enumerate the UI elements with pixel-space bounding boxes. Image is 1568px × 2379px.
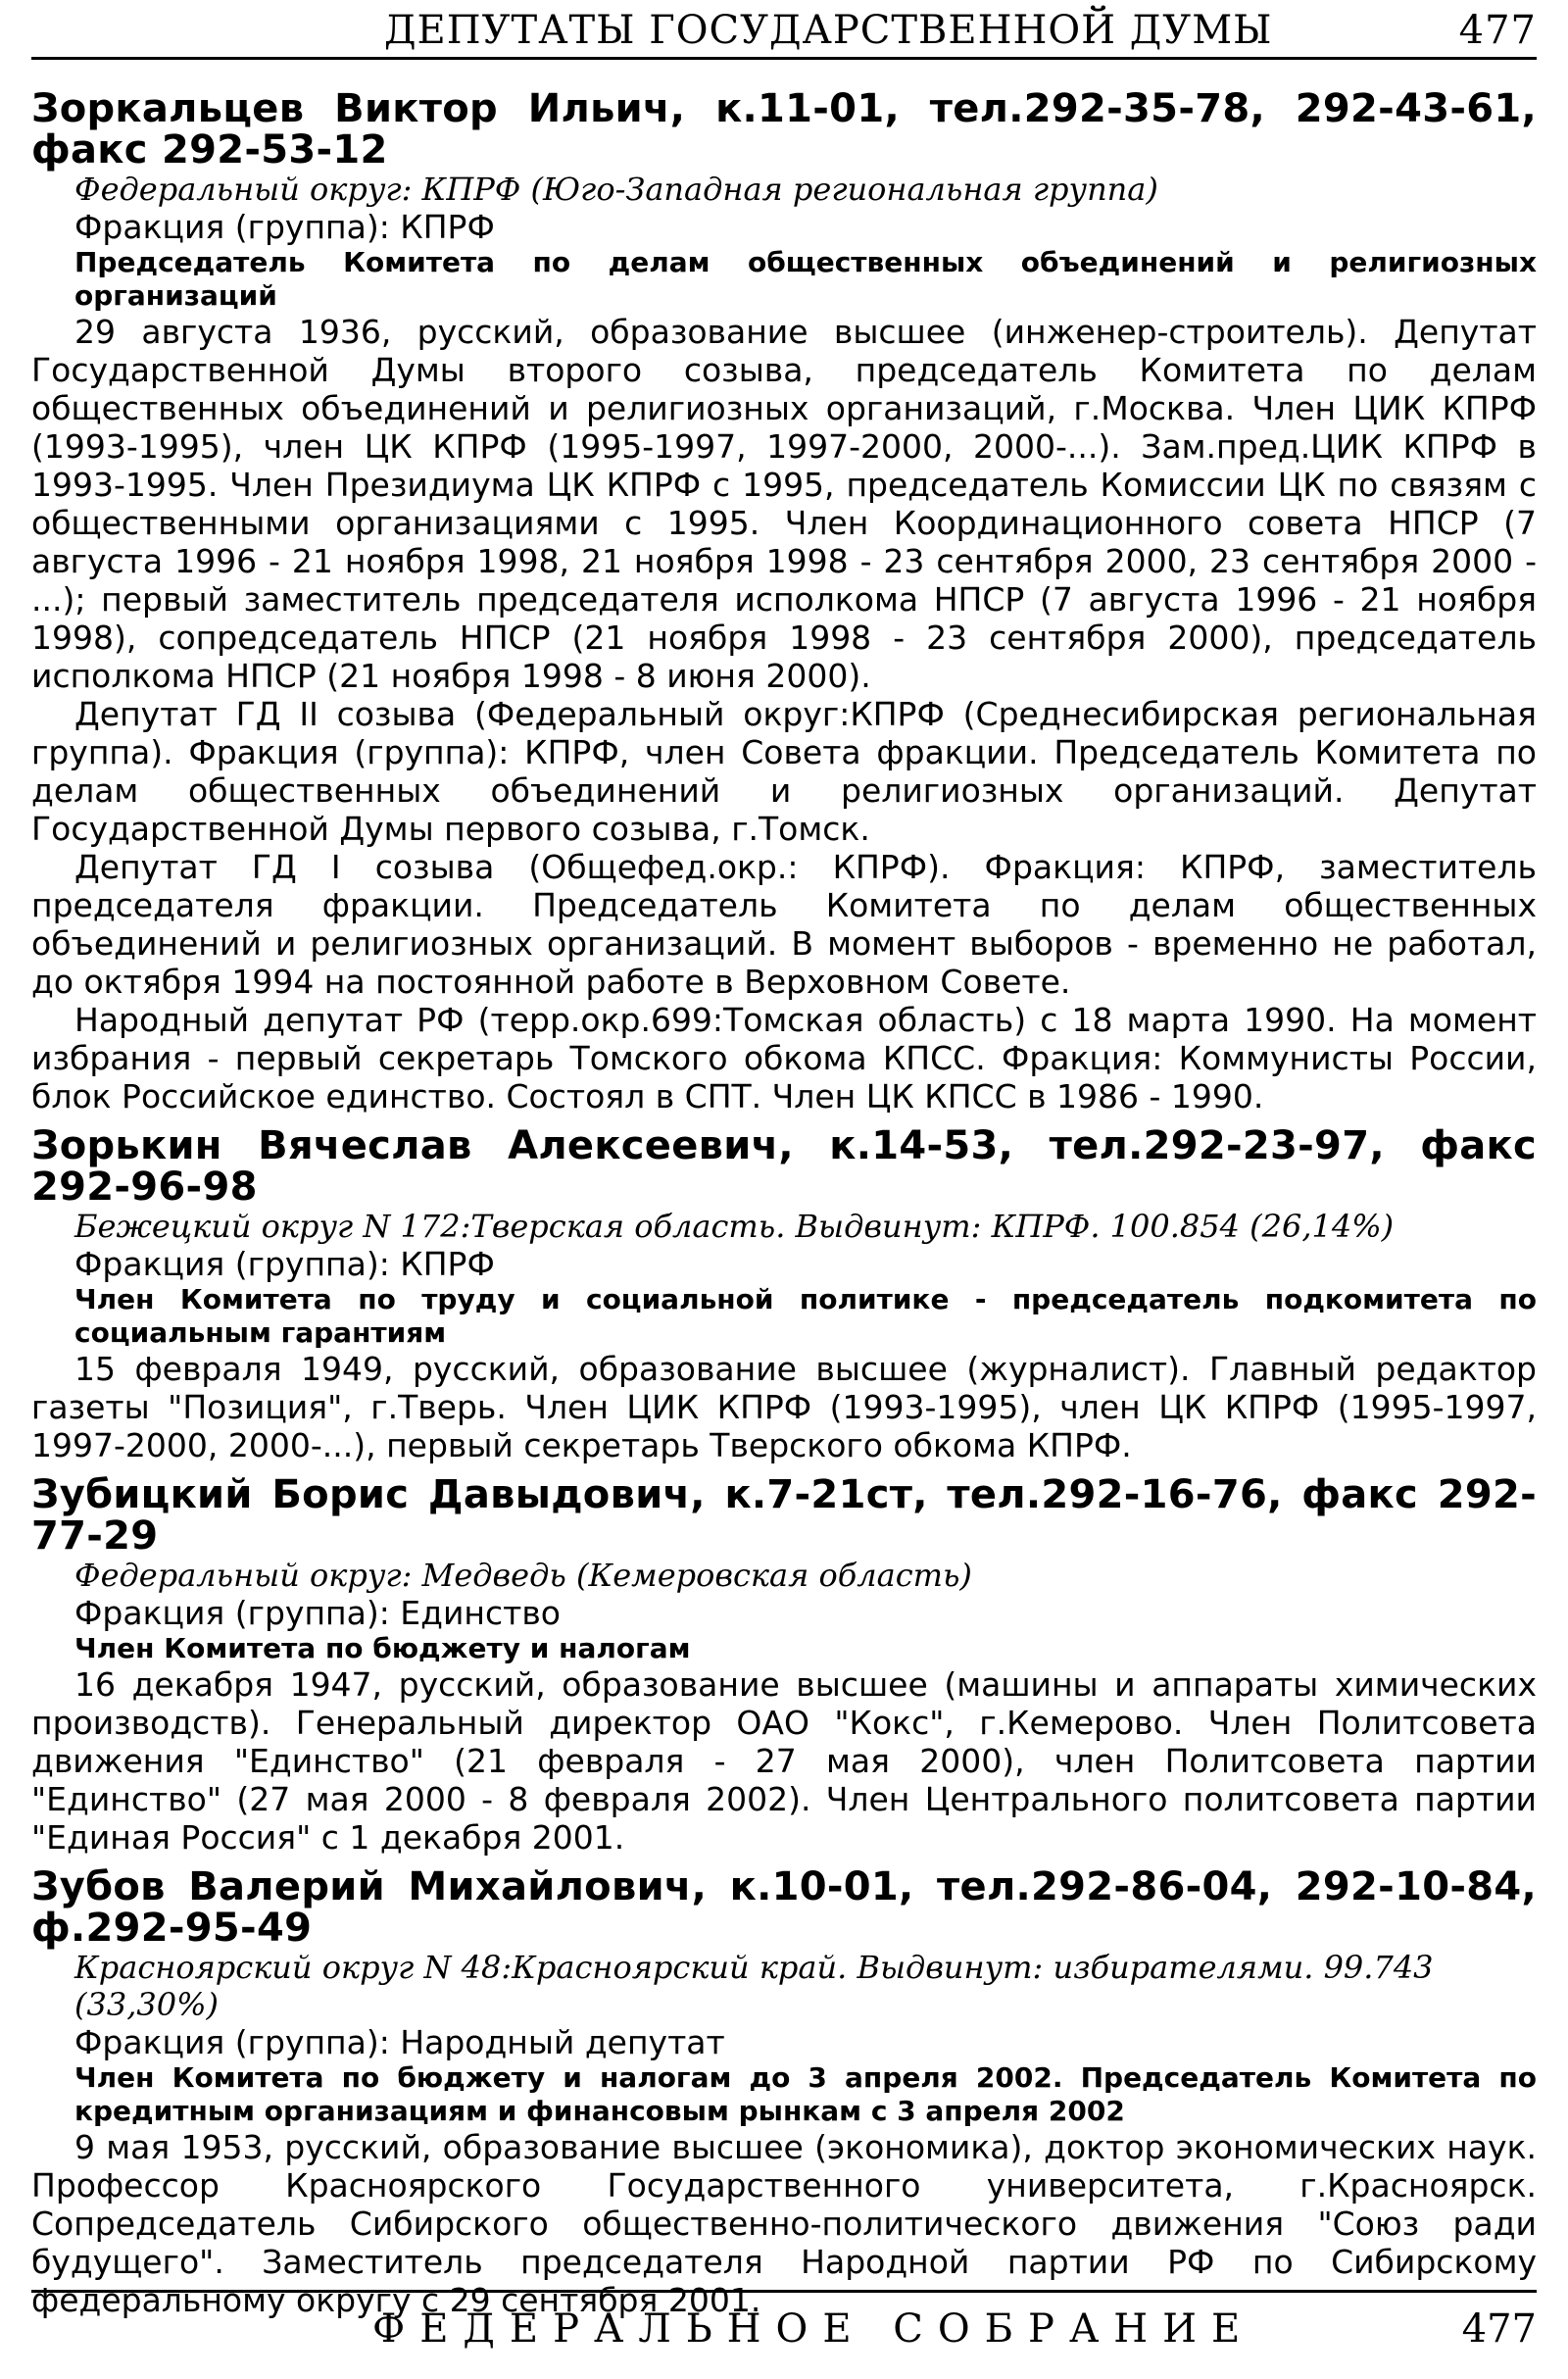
deputy-entry	[31, 1474, 1537, 1857]
deputy-heading: Зоркальцев Виктор Ильич, к.11-01, тел.292-35-78, 292-43-61, факс 292-53-12	[31, 86, 1537, 173]
committee-role: Председатель Комитета по делам общественных объединений и религиозных организаций	[74, 246, 1537, 312]
biography-paragraph: 16 декабря 1947, русский, образование высшее (машины и аппараты химических производств). Генеральный директор ОАО "Кокс", г.Кемерово. Член Политсовета движения "Единство" (21 февраля - 27 мая 2000), член Политсовета партии "Единство" (27 мая 2000 - 8 февраля 2002). Член Центрального политсовета партии "Единая Россия" с 1 декабря 2001.	[31, 1665, 1537, 1857]
header-page-number: 477	[1458, 8, 1537, 53]
biography-paragraph: Депутат ГД I созыва (Общефед.окр.: КПРФ). Фракция: КПРФ, заместитель председателя фракции. Председатель Комитета по делам общественных объединений и религиозных организаций. В момент выборов - временно не работал, до октября 1994 на постоянной работе в Верховном Совете.	[31, 848, 1537, 1001]
biography-paragraph: 9 мая 1953, русский, образование высшее (экономика), доктор экономических наук. Профессор Красноярского Государственного университета, г.Красноярск. Сопредседатель Сибирского общественно-политического движения "Союз ради будущего". Заместитель председателя Народной партии РФ по Сибирскому федеральному округу с 29 сентября 2001.	[31, 2128, 1537, 2319]
header-title: ДЕПУТАТЫ ГОСУДАРСТВЕННОЙ ДУМЫ	[384, 8, 1273, 53]
running-footer	[31, 2290, 1537, 2361]
deputy-entry	[31, 1125, 1537, 1464]
electoral-district: Федеральный округ: Медведь (Кемеровская область)	[74, 1557, 972, 1594]
electoral-district: Бежецкий округ N 172:Тверская область. Выдвинут: КПРФ. 100.854 (26,14%)	[74, 1208, 1395, 1245]
biography-paragraph: Депутат ГД II созыва (Федеральный округ:КПРФ (Среднесибирская региональная группа). Фракция (группа): КПРФ, член Совета фракции. Председатель Комитета по делам общественных объединений и религиозных организаций. Депутат Государственной Думы первого созыва, г.Томск.	[31, 695, 1537, 848]
deputy-entry	[31, 88, 1537, 1115]
biography-paragraph: Народный депутат РФ (терр.окр.699:Томская область) с 18 марта 1990. На момент избрания - первый секретарь Томского обкома КПСС. Фракция: Коммунисты России, блок Российское единство. Состоял в СПТ. Член ЦК КПСС в 1986 - 1990.	[31, 1001, 1537, 1115]
committee-role: Член Комитета по бюджету и налогам до 3 апреля 2002. Председатель Комитета по кредитным организациям и финансовым рынкам с 3 апреля 2002	[74, 2061, 1537, 2127]
electoral-district: Красноярский округ N 48:Красноярский край. Выдвинут: избирателями. 99.743 (33,30%)	[74, 1949, 1434, 2023]
electoral-district: Федеральный округ: КПРФ (Юго-Западная региональная группа)	[74, 171, 1158, 208]
deputy-heading: Зубицкий Борис Давыдович, к.7-21ст, тел.292-16-76, факс 292-77-29	[31, 1472, 1537, 1559]
deputy-entry	[31, 1866, 1537, 2319]
footer-page-number: 477	[1461, 2306, 1537, 2352]
running-header	[31, 0, 1537, 60]
faction-line: Фракция (группа): Народный депутат	[74, 2023, 725, 2061]
page-content	[31, 88, 1537, 2329]
faction-line: Фракция (группа): КПРФ	[74, 1245, 495, 1283]
committee-role: Член Комитета по бюджету и налогам	[74, 1632, 691, 1664]
deputy-heading: Зубов Валерий Михайлович, к.10-01, тел.292-86-04, 292-10-84, ф.292-95-49	[31, 1864, 1537, 1951]
biography-paragraph: 29 августа 1936, русский, образование высшее (инженер-строитель). Депутат Государственной Думы второго созыва, председатель Комитета по делам общественных объединений и религиозных организаций, г.Москва. Член ЦИК КПРФ (1993-1995), член ЦК КПРФ (1995-1997, 1997-2000, 2000-...). Зам.пред.ЦИК КПРФ в 1993-1995. Член Президиума ЦК КПРФ с 1995, председатель Комиссии ЦК по связям с общественными организациями с 1995. Член Координационного совета НПСР (7 августа 1996 - 21 ноября 1998, 21 ноября 1998 - 23 сентября 2000, 23 сентября 2000 - ...); первый заместитель председателя исполкома НПСР (7 августа 1996 - 21 ноября 1998), сопредседатель НПСР (21 ноября 1998 - 23 сентября 2000), председатель исполкома НПСР (21 ноября 1998 - 8 июня 2000).	[31, 313, 1537, 695]
deputy-heading: Зорькин Вячеслав Алексеевич, к.14-53, тел.292-23-97, факс 292-96-98	[31, 1123, 1537, 1210]
committee-role: Член Комитета по труду и социальной политике - председатель подкомитета по социальным гарантиям	[74, 1283, 1537, 1349]
faction-line: Фракция (группа): КПРФ	[74, 208, 495, 246]
biography-paragraph: 15 февраля 1949, русский, образование высшее (журналист). Главный редактор газеты "Позиция", г.Тверь. Член ЦИК КПРФ (1993-1995), член ЦК КПРФ (1995-1997, 1997-2000, 2000-...), первый секретарь Тверского обкома КПРФ.	[31, 1350, 1537, 1464]
footer-title: ФЕДЕРАЛЬНОЕ СОБРАНИЕ	[372, 2306, 1255, 2352]
faction-line: Фракция (группа): Единство	[74, 1594, 561, 1632]
